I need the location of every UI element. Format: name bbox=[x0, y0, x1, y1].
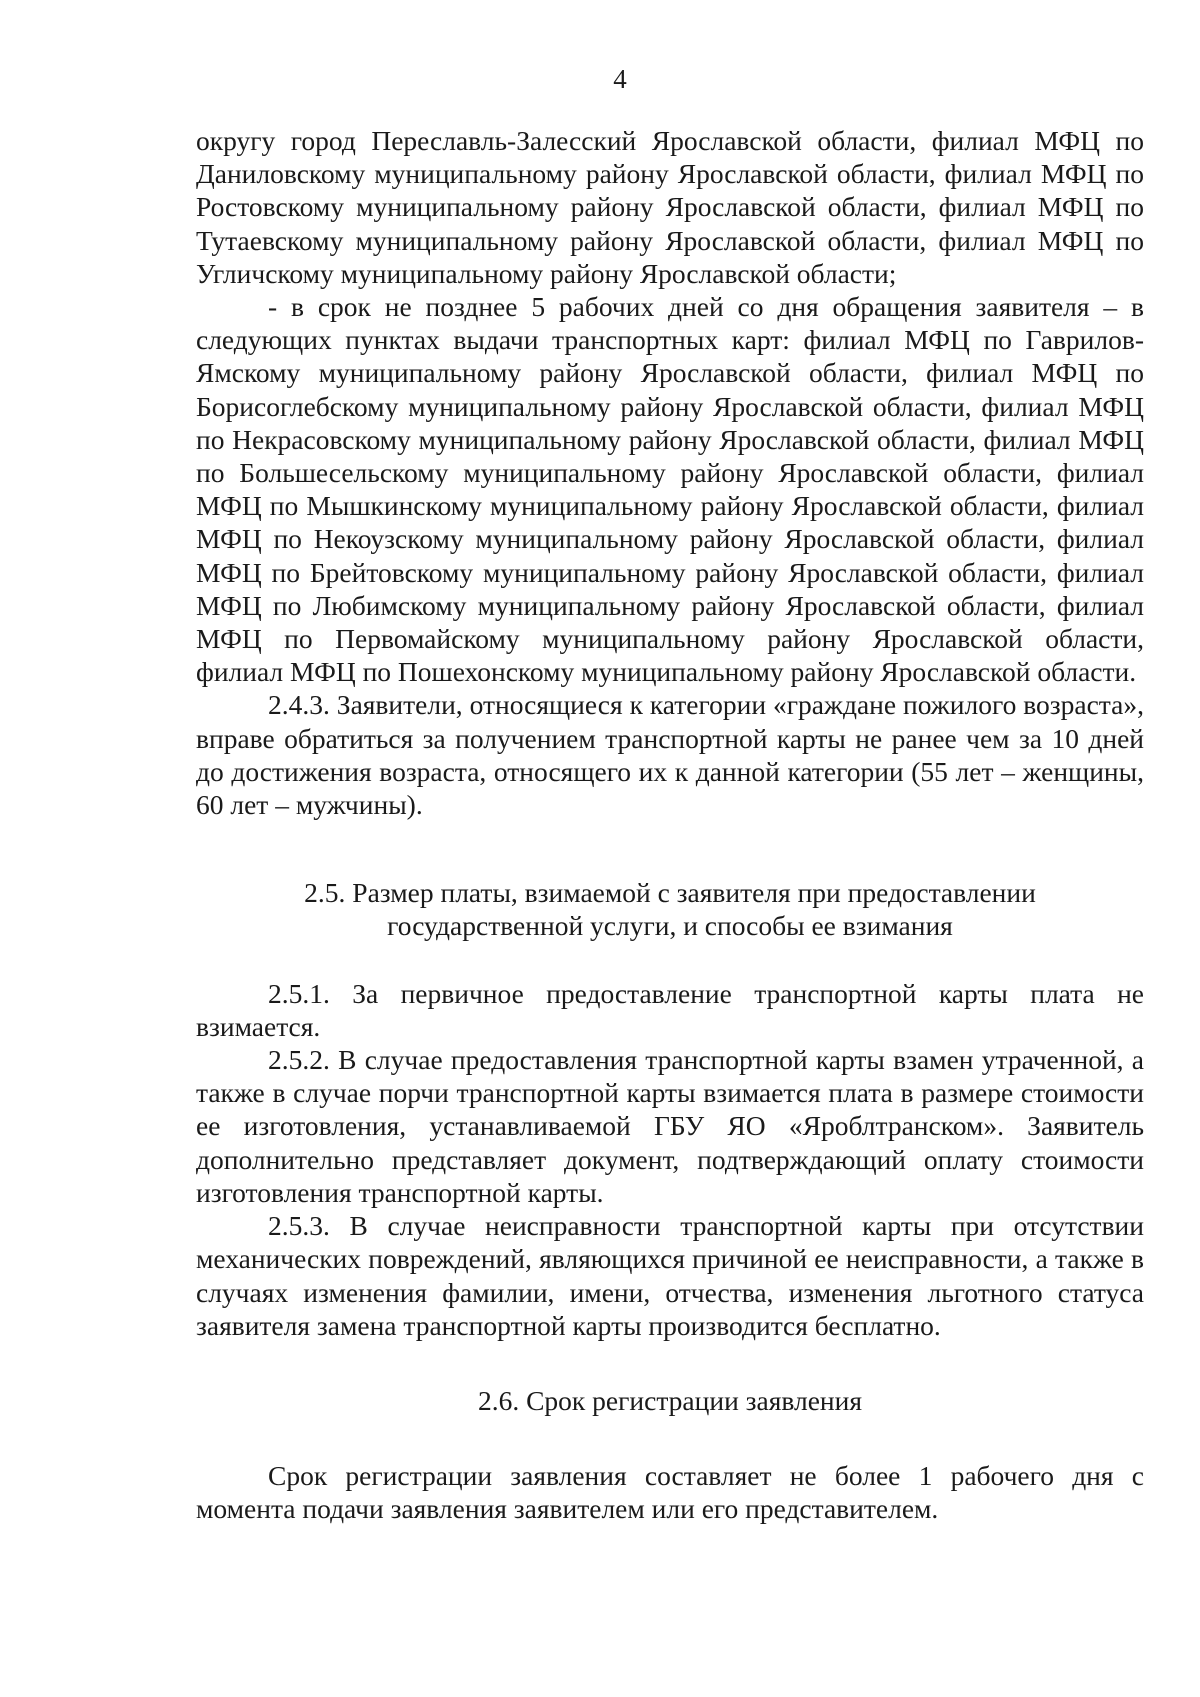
paragraph-5-day-term: - в срок не позднее 5 рабочих дней со дня обращения заявителя – в следующих пунктах выдачи транспортных карт: филиал МФЦ по Гаврилов-Ямскому муниципальному району Ярославской области, филиал МФЦ по Борисоглебскому муниципальному району Ярославской области, филиал МФЦ по Некрасовскому муниципальному району Ярославской области, филиал МФЦ по Большесельскому муниципальному району Ярославской области, филиал МФЦ по Мышкинскому муниципальному району Ярославской области, филиал МФЦ по Некоузскому муниципальному району Ярославской области, филиал МФЦ по Брейтовскому муниципальному району Ярославской области, филиал МФЦ по Любимскому муниципальному району Ярославской области, филиал МФЦ по Первомайскому муниципальному району Ярославской области, филиал МФЦ по Пошехонскому муниципальному району Ярославской области. bbox=[196, 291, 1144, 688]
section-heading-2-5 bbox=[196, 876, 1144, 942]
spacer bbox=[196, 1342, 1144, 1384]
section-heading-2-6: 2.6. Срок регистрации заявления bbox=[477, 1384, 863, 1416]
paragraph-2-5-2: 2.5.2. В случае предоставления транспортной карты взамен утраченной, а также в случае порчи транспортной карты взимается плата в размере стоимости ее изготовления, устанавливаемой ГБУ ЯО «Яроблтранском». Заявитель дополнительно представляет документ, подтверждающий оплату стоимости изготовления транспортной карты. bbox=[196, 1044, 1144, 1208]
spacer bbox=[196, 821, 1144, 876]
document-body bbox=[196, 124, 1144, 1526]
paragraph-2-5-3: 2.5.3. В случае неисправности транспортной карты при отсутствии механических повреждений, являющихся причиной ее неисправности, а также в случаях изменения фамилии, имени, отчества, изменения льготного статуса заявителя замена транспортной карты производится бесплатно. bbox=[196, 1210, 1144, 1341]
spacer bbox=[196, 943, 1144, 977]
page-number: 4 bbox=[613, 64, 627, 94]
section-heading-2-5-line-2: государственной услуги, и способы ее взимания bbox=[387, 910, 953, 942]
section-heading-2-5-line-1: 2.5. Размер платы, взимаемой с заявителя при предоставлении bbox=[304, 877, 1036, 909]
paragraph-2-5-1: 2.5.1. За первичное предоставление транспортной карты плата не взимается. bbox=[196, 977, 1144, 1042]
paragraph-2-4-3: 2.4.3. Заявители, относящиеся к категории «граждане пожилого возраста», вправе обратиться за получением транспортной карты не ранее чем за 10 дней до достижения возраста, относящего их к данной категории (55 лет – женщины, 60 лет – мужчины). bbox=[196, 689, 1144, 821]
paragraph-continuation: округу город Переславль-Залесский Ярославской области, филиал МФЦ по Даниловскому муниципальному району Ярославской области, филиал МФЦ по Ростовскому муниципальному району Ярославской области, филиал МФЦ по Тутаевскому муниципальному району Ярославской области, филиал МФЦ по Угличскому муниципальному району Ярославской области; bbox=[196, 125, 1144, 289]
paragraph-registration-term: Срок регистрации заявления составляет не более 1 рабочего дня с момента подачи заявления заявителем или его представителем. bbox=[196, 1460, 1144, 1525]
spacer bbox=[196, 1417, 1144, 1459]
